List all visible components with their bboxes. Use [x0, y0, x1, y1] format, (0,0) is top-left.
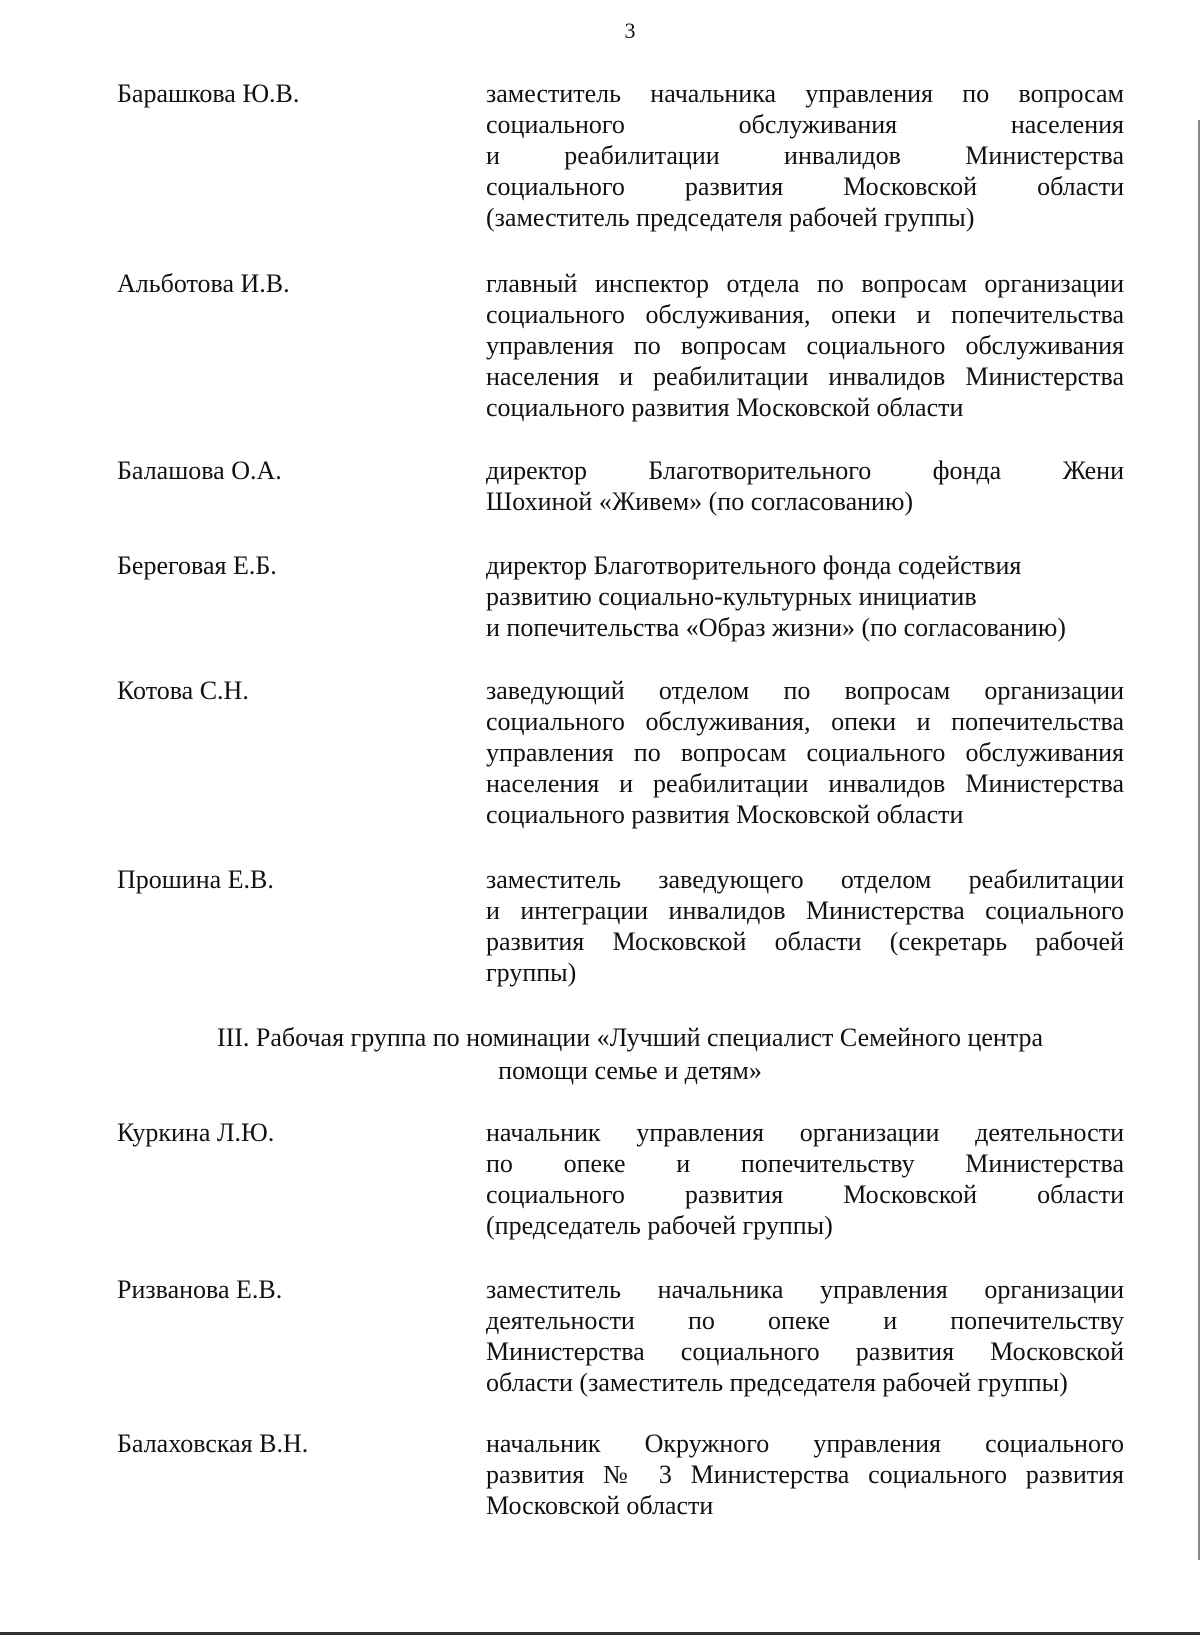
position-line: Московской области	[486, 1491, 714, 1520]
member-name: Береговая Е.Б.	[117, 551, 277, 580]
member-name: Прошина Е.В.	[117, 865, 274, 894]
position-line: деятельности по опеке и попечительству	[486, 1306, 1124, 1335]
position-line: управления по вопросам социального обслуживания	[486, 738, 1124, 767]
position-line: (заместитель председателя рабочей группы)	[486, 203, 975, 232]
member-position	[486, 78, 1124, 233]
position-line: населения и реабилитации инвалидов Министерства	[486, 769, 1124, 798]
position-line: начальник управления организации деятельности	[486, 1118, 1124, 1147]
position-line: главный инспектор отдела по вопросам организации	[486, 269, 1124, 298]
position-line: социального развития Московской области	[486, 1180, 1124, 1209]
member-position	[486, 268, 1124, 423]
position-line: области (заместитель председателя рабочей группы)	[486, 1368, 1068, 1397]
position-line: заместитель начальника управления организации	[486, 1275, 1124, 1304]
position-line: социального развития Московской области	[486, 172, 1124, 201]
member-position	[486, 864, 1124, 988]
member-name: Балаховская В.Н.	[117, 1429, 309, 1458]
member-name: Куркина Л.Ю.	[117, 1118, 275, 1147]
section-heading	[0, 1021, 1200, 1087]
position-line: социального обслуживания, опеки и попечительства	[486, 707, 1124, 736]
position-line: социального развития Московской области	[486, 800, 964, 829]
position-line: Министерства социального развития Московской	[486, 1337, 1124, 1366]
position-line: развитию социально-культурных инициатив	[486, 582, 977, 611]
member-name: Альботова И.В.	[117, 269, 290, 298]
member-name: Ризванова Е.В.	[117, 1275, 283, 1304]
position-line: по опеке и попечительству Министерства	[486, 1149, 1124, 1178]
position-line: развития Московской области (секретарь рабочей	[486, 927, 1124, 956]
position-line: Шохиной «Живем» (по согласованию)	[486, 487, 914, 516]
position-line: директор Благотворительного фонда содействия	[486, 551, 1022, 580]
position-line: и попечительства «Образ жизни» (по согласованию)	[486, 613, 1066, 642]
position-line: директор Благотворительного фонда Жени	[486, 456, 1124, 485]
position-line: (председатель рабочей группы)	[486, 1211, 833, 1240]
position-line: и интеграции инвалидов Министерства социального	[486, 896, 1124, 925]
member-position	[486, 1117, 1124, 1241]
position-line: заместитель начальника управления по вопросам	[486, 79, 1124, 108]
position-line: и реабилитации инвалидов Министерства	[486, 141, 1124, 170]
position-line: социального развития Московской области	[486, 393, 964, 422]
position-line: заведующий отделом по вопросам организации	[486, 676, 1124, 705]
section-heading-line: III. Рабочая группа по номинации «Лучший специалист Семейного центра	[216, 1023, 1044, 1052]
position-line: управления по вопросам социального обслуживания	[486, 331, 1124, 360]
member-name: Барашкова Ю.В.	[117, 79, 300, 108]
member-position	[486, 1428, 1124, 1521]
member-name: Балашова О.А.	[117, 456, 282, 485]
position-line: группы)	[486, 958, 577, 987]
position-line: социального обслуживания населения	[486, 110, 1124, 139]
member-position	[486, 675, 1124, 830]
position-line: населения и реабилитации инвалидов Министерства	[486, 362, 1124, 391]
section-heading-line: помощи семье и детям»	[498, 1056, 762, 1085]
member-name: Котова С.Н.	[117, 676, 249, 705]
member-position	[486, 550, 1124, 643]
position-line: начальник Окружного управления социального	[486, 1429, 1124, 1458]
position-line: социального обслуживания, опеки и попечительства	[486, 300, 1124, 329]
member-position	[486, 455, 1124, 517]
position-line: развития № 3 Министерства социального развития	[486, 1460, 1124, 1489]
member-position	[486, 1274, 1124, 1398]
page-number: 3	[624, 18, 636, 43]
position-line: заместитель заведующего отделом реабилитации	[486, 865, 1124, 894]
